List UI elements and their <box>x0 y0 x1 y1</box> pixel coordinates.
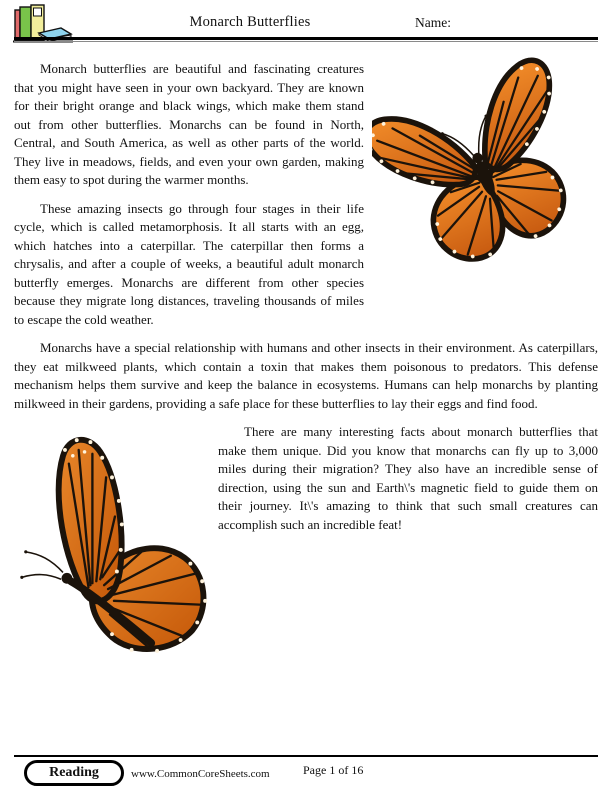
passage-bottom-section <box>14 423 598 665</box>
page-title: Monarch Butterflies <box>189 14 311 30</box>
header-divider <box>14 37 598 40</box>
reading-passage <box>14 60 598 665</box>
paragraph-1: Monarch butterflies are beautiful and fascinating creatures that you might have seen in your own backyard. They are known for their bright orange and black wings, which make them stand out from other butterflies. Monarchs can be found in North, Central, and South America, as well as other parts of the world. They live in meadows, fields, and even your own garden, making them easy to spot during the warmer months. <box>14 61 364 187</box>
passage-top-section <box>14 60 598 339</box>
paragraph-2: These amazing insects go through four stages in their life cycle, which is called metamorphosis. It all starts with an egg, which hatches into a caterpillar. The caterpillar then forms a chrysalis, and after a couple of weeks, a beautiful adult monarch butterfly emerges. Monarchs are different from other species because they migrate long distances, traveling thousands of miles to escape the cold weather. <box>14 200 364 327</box>
worksheet-header <box>0 0 612 44</box>
monarch-butterfly-spread-wings-icon <box>372 56 598 291</box>
monarch-butterfly-side-view-icon <box>14 425 210 663</box>
paragraph-4: There are many interesting facts about monarch butterflies that make them unique. Did you know that monarchs can fly up to 3,000 miles during their migration? They also have an incredible sense of direction, using the sun and Earth\'s magnetic field to guide them on their journey. It\'s amazing to think that such small creatures can accomplish such an incredible feat! <box>218 424 598 532</box>
paragraph-3: Monarchs have a special relationship with humans and other insects in their environment. As caterpillars, they eat milkweed plants, which contain a toxin that makes them poisonous to predators. This defense mechanism helps them survive and keep the balance in ecosystems. Humans can help monarchs by planting milkweed in their gardens, providing a safe place for these butterflies to lay their eggs and find food. <box>14 340 598 411</box>
website-url: www.CommonCoreSheets.com <box>131 768 270 780</box>
name-label: Name: <box>415 15 451 30</box>
page-number: Page 1 of 16 <box>303 763 364 777</box>
footer-divider <box>14 755 598 757</box>
reading-badge: Reading <box>24 760 124 786</box>
